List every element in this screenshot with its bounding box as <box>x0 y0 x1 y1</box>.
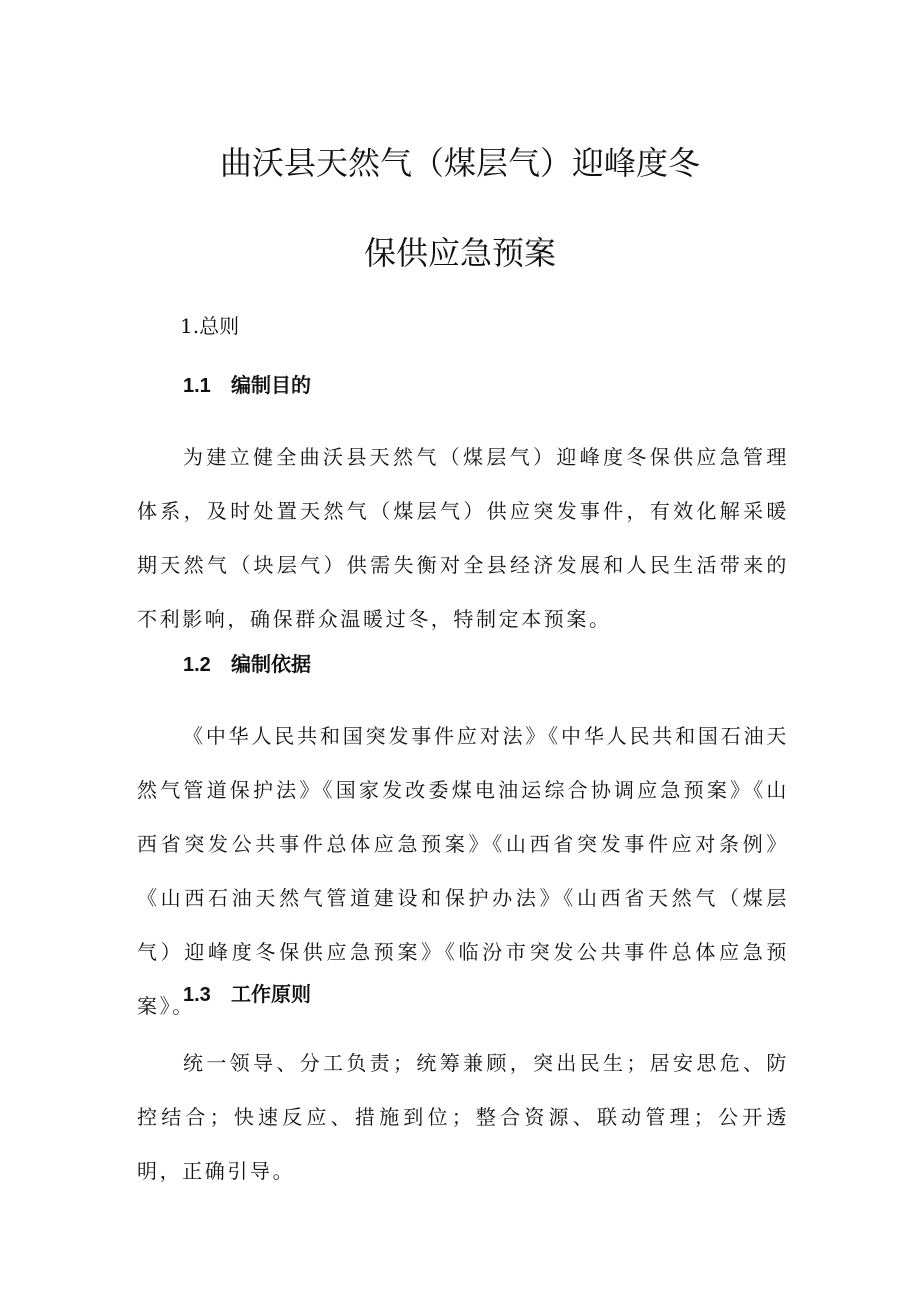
subsection-number: 1.1 <box>183 375 211 397</box>
paragraph-basis: 《中华人民共和国突发事件应对法》《中华人民共和国石油天然气管道保护法》《国家发改委煤电油运综合协调应急预案》《山西省突发公共事件总体应急预案》《山西省突发事件应对条例》《山西石油天然气管道建设和保护办法》《山西省天然气（煤层气）迎峰度冬保供应急预案》《临汾市突发公共事件总体应急预案》。 <box>137 724 789 1018</box>
paragraph-principles: 统一领导、分工负责；统筹兼顾，突出民生；居安思危、防控结合；快速反应、措施到位；整合资源、联动管理；公开透明，正确引导。 <box>137 1051 789 1183</box>
subsection-heading-basis <box>183 651 311 678</box>
paragraph-purpose: 为建立健全曲沃县天然气（煤层气）迎峰度冬保供应急管理体系，及时处置天然气（煤层气）供应突发事件，有效化解采暖期天然气（块层气）供需失衡对全县经济发展和人民生活带来的不利影响，确保群众温暖过冬，特制定本预案。 <box>137 445 789 631</box>
subsection-heading-purpose <box>183 372 311 399</box>
subsection-title: 工作原则 <box>231 982 311 1006</box>
subsection-title: 编制目的 <box>231 373 311 397</box>
document-title-line-2: 保供应急预案 <box>363 234 556 272</box>
section-heading-general: 1.总则 <box>180 314 240 338</box>
subsection-title: 编制依据 <box>231 652 311 676</box>
subsection-heading-principles <box>183 981 311 1008</box>
subsection-number: 1.2 <box>183 654 211 676</box>
document-title-line-1: 曲沃县天然气（煤层气）迎峰度冬 <box>219 144 700 182</box>
subsection-number: 1.3 <box>183 984 211 1006</box>
